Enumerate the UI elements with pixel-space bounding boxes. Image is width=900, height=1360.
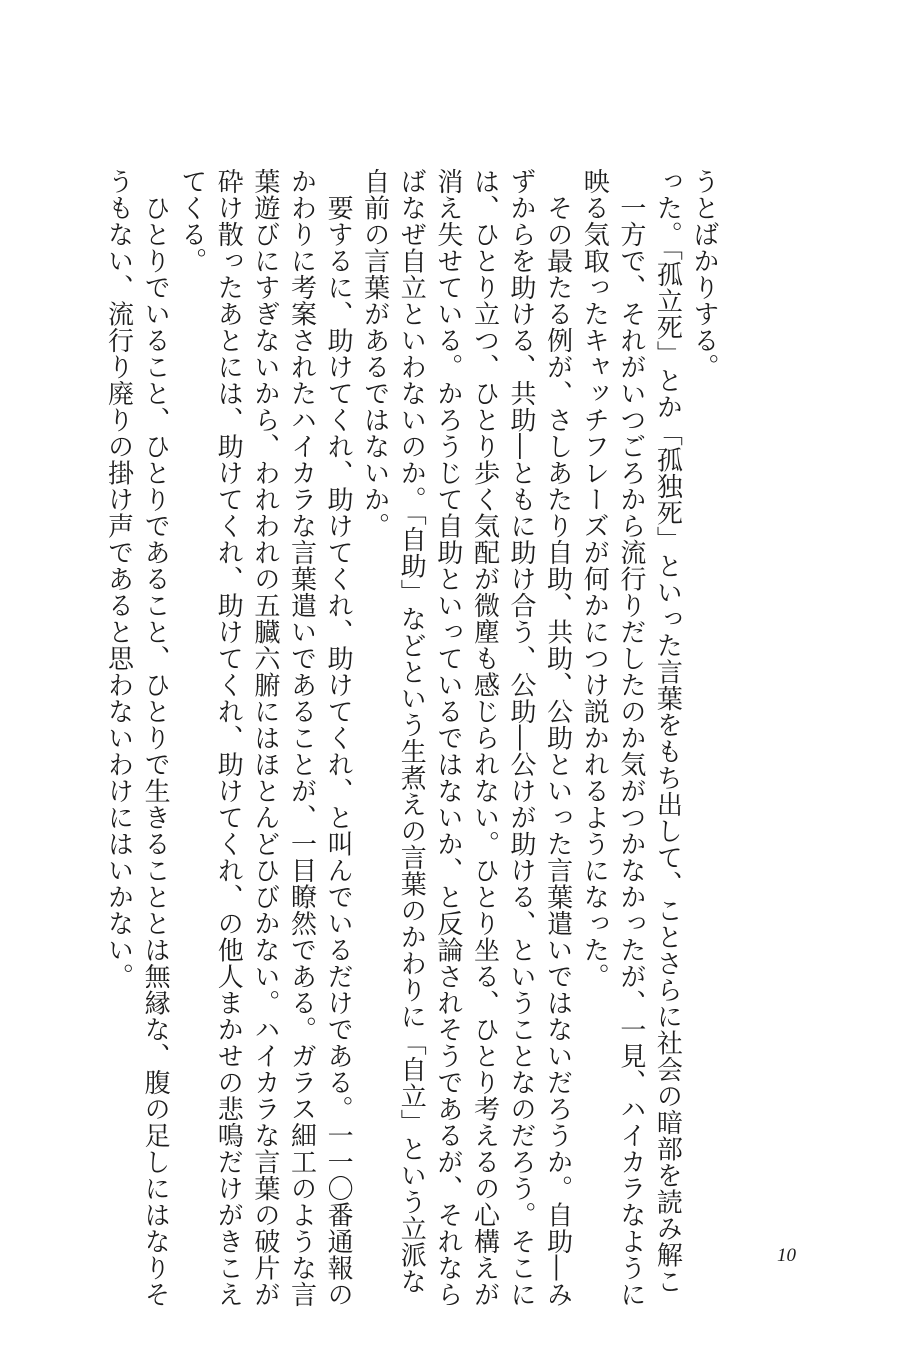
text-line: かわりに考案されたハイカラな言葉遣いであることが、一目瞭然である。ガラス細工のような言 xyxy=(286,168,317,1308)
text-line: った。「孤立死」とか「孤独死」といった言葉をもち出して、ことさらに社会の暗部を読み解こ xyxy=(652,168,683,1295)
text-line: ひとりでいること、ひとりであること、ひとりで生きることとは無縁な、腹の足しにはなりそ xyxy=(140,168,171,1308)
page-number: 10 xyxy=(777,1245,796,1266)
text-line: 砕け散ったあとには、助けてくれ、助けてくれ、助けてくれ、の他人まかせの悲鳴だけがきこえ xyxy=(213,168,244,1308)
text-line: 映る気取ったキャッチフレーズが何かにつけ説かれるようになった。 xyxy=(579,168,610,990)
text-line: ずからを助ける、共助―ともに助け合う、公助―公けが助ける、ということなのだろう。そこに xyxy=(506,168,537,1308)
text-line: てくる。 xyxy=(176,168,207,274)
text-line: 消え失せている。かろうじて自助といっているではないか、と反論されそうであるが、それなら xyxy=(432,168,463,1308)
text-line: うもない、流行り廃りの掛け声であると思わないわけにはいかない。 xyxy=(103,168,134,990)
text-line: 要するに、助けてくれ、助けてくれ、助けてくれ、と叫んでいるだけである。一一〇番通報の xyxy=(323,168,354,1308)
text-line: ばなぜ自立といわないのか。「自助」などという生煮えの言葉のかわりに「自立」という立派な xyxy=(396,168,427,1295)
text-line: その最たる例が、さしあたり自助、共助、公助といった言葉遣いではないだろうか。自助―み xyxy=(542,168,573,1308)
vertical-body-text xyxy=(100,168,722,1308)
text-line: うとばかりする。 xyxy=(689,168,719,380)
text-line: 葉遊びにすぎないから、われわれの五臓六腑にはほとんどひびかない。ハイカラな言葉の破片が xyxy=(249,168,280,1308)
text-line: 自前の言葉があるではないか。 xyxy=(359,168,390,539)
text-line: 一方で、それがいつごろから流行りだしたのか気がつかなかったが、一見、ハイカラなように xyxy=(615,168,646,1308)
text-line: は、ひとり立つ、ひとり歩く気配が微塵も感じられない。ひとり坐る、ひとり考えるの心構えが xyxy=(469,168,500,1308)
